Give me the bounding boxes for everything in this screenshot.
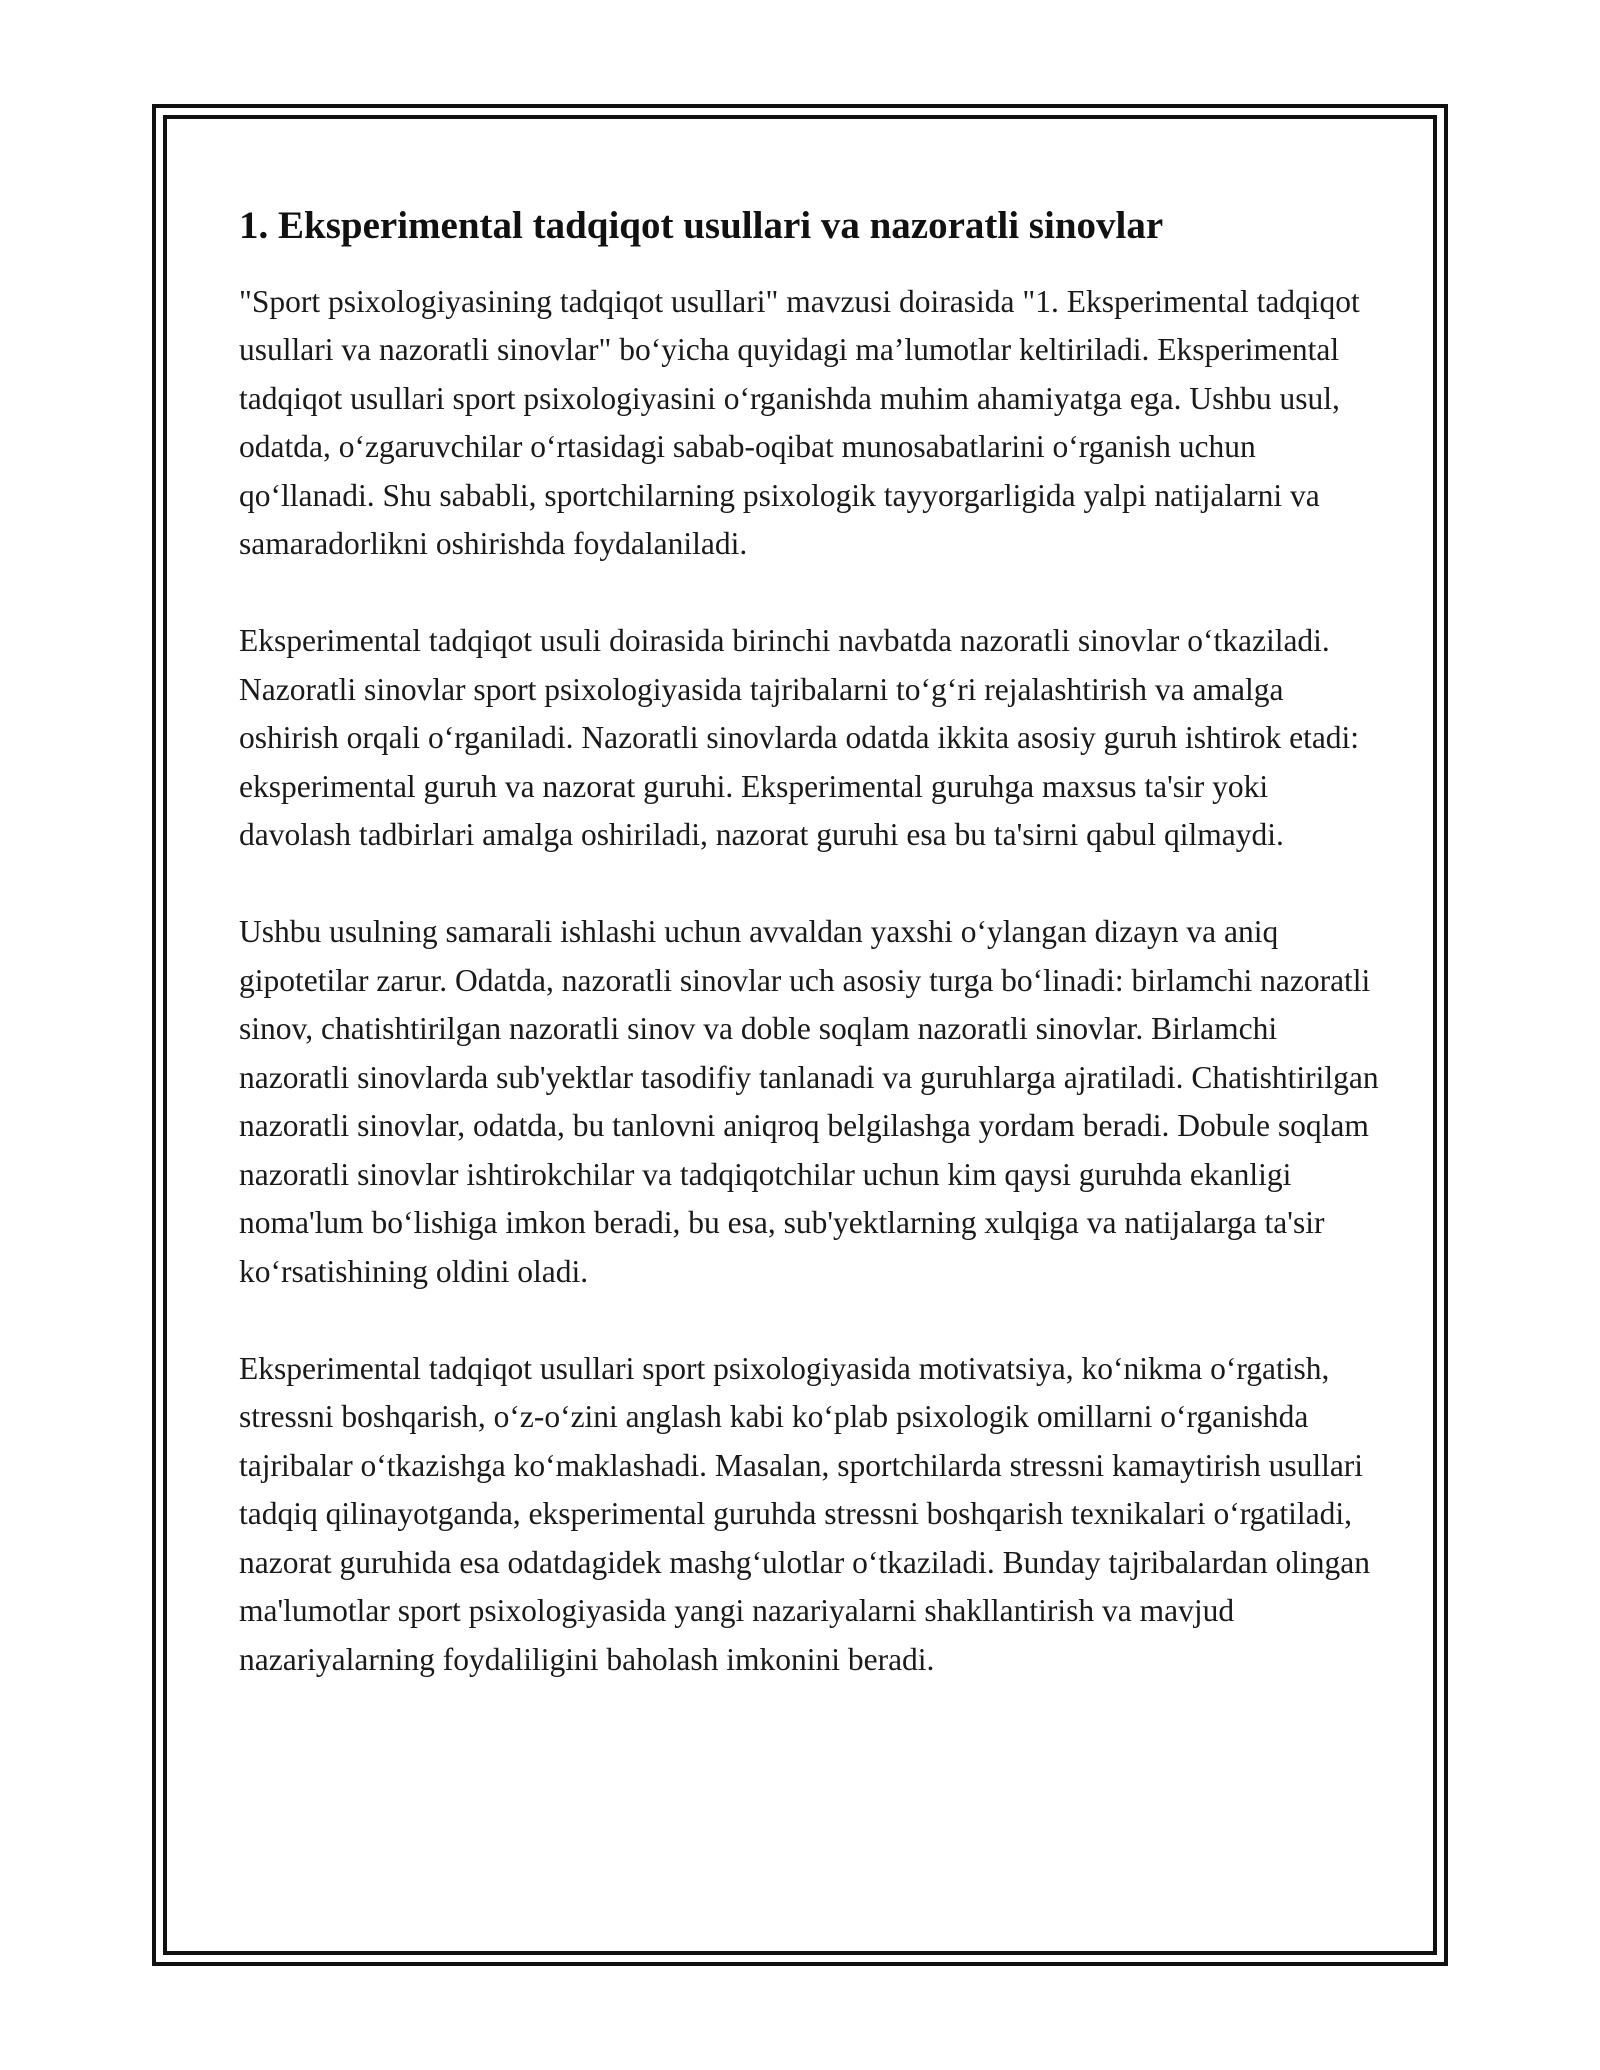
section-title: 1. Eksperimental tadqiqot usullari va nazoratli sinovlar [239, 204, 1164, 247]
page-border-outer [152, 104, 1448, 1966]
paragraph-4: Eksperimental tadqiqot usullari sport psixologiyasida motivatsiya, ko‘nikma o‘rgatish, stressni boshqarish, o‘z-o‘zini anglash kabi ko‘plab psixologik omillarni o‘rganishda tajribalar o‘tkazishga ko‘maklashadi. Masalan, sportchilarda stressni kamaytirish usullari tadqiq qilinayotganda, eksperimental guruhda stressni boshqarish texnikalari o‘rgatiladi, nazorat guruhida esa odatdagidek mashg‘ulotlar o‘tkaziladi. Bunday tajribalardan olingan ma'lumotlar sport psixologiyasida yangi nazariyalarni shakllantirish va mavjud nazariyalarning foydaliligini baholash imkonini beradi. [239, 1350, 1370, 1677]
page-border-inner [163, 115, 1437, 1955]
paragraph-1: "Sport psixologiyasining tadqiqot usullari" mavzusi doirasida "1. Eksperimental tadqiqot usullari va nazoratli sinovlar" bo‘yicha quyidagi ma’lumotlar keltiriladi. Eksperimental tadqiqot usullari sport psixologiyasini o‘rganishda muhim ahamiyatga ega. Ushbu usul, odatda, o‘zgaruvchilar o‘rtasidagi sabab-oqibat munosabatlarini o‘rganish uchun qo‘llanadi. Shu sababli, sportchilarning psixologik tayyorgarligida yalpi natijalarni va samaradorlikni oshirishda foydalaniladi. [239, 283, 1360, 562]
paragraph-2: Eksperimental tadqiqot usuli doirasida birinchi navbatda nazoratli sinovlar o‘tkaziladi. Nazoratli sinovlar sport psixologiyasida tajribalarni to‘g‘ri rejalashtirish va amalga oshirish orqali o‘rganiladi. Nazoratli sinovlarda odatda ikkita asosiy guruh ishtirok etadi: eksperimental guruh va nazorat guruhi. Eksperimental guruhga maxsus ta'sir yoki davolash tadbirlari amalga oshiriladi, nazorat guruhi esa bu ta'sirni qabul qilmaydi. [239, 623, 1360, 853]
paragraph-3: Ushbu usulning samarali ishlashi uchun avvaldan yaxshi o‘ylangan dizayn va aniq gipotetilar zarur. Odatda, nazoratli sinovlar uch asosiy turga bo‘linadi: birlamchi nazoratli sinov, chatishtirilgan nazoratli sinov va doble soqlam nazoratli sinovlar. Birlamchi nazoratli sinovlarda sub'yektlar tasodifiy tanlanadi va guruhlarga ajratiladi. Chatishtirilgan nazoratli sinovlar, odatda, bu tanlovni aniqroq belgilashga yordam beradi. Dobule soqlam nazoratli sinovlar ishtirokchilar va tadqiqotchilar uchun kim qaysi guruhda ekanligi noma'lum bo‘lishiga imkon beradi, bu esa, sub'yektlarning xulqiga va natijalarga ta'sir ko‘rsatishining oldini oladi. [239, 914, 1379, 1289]
document-body [239, 203, 1379, 1684]
